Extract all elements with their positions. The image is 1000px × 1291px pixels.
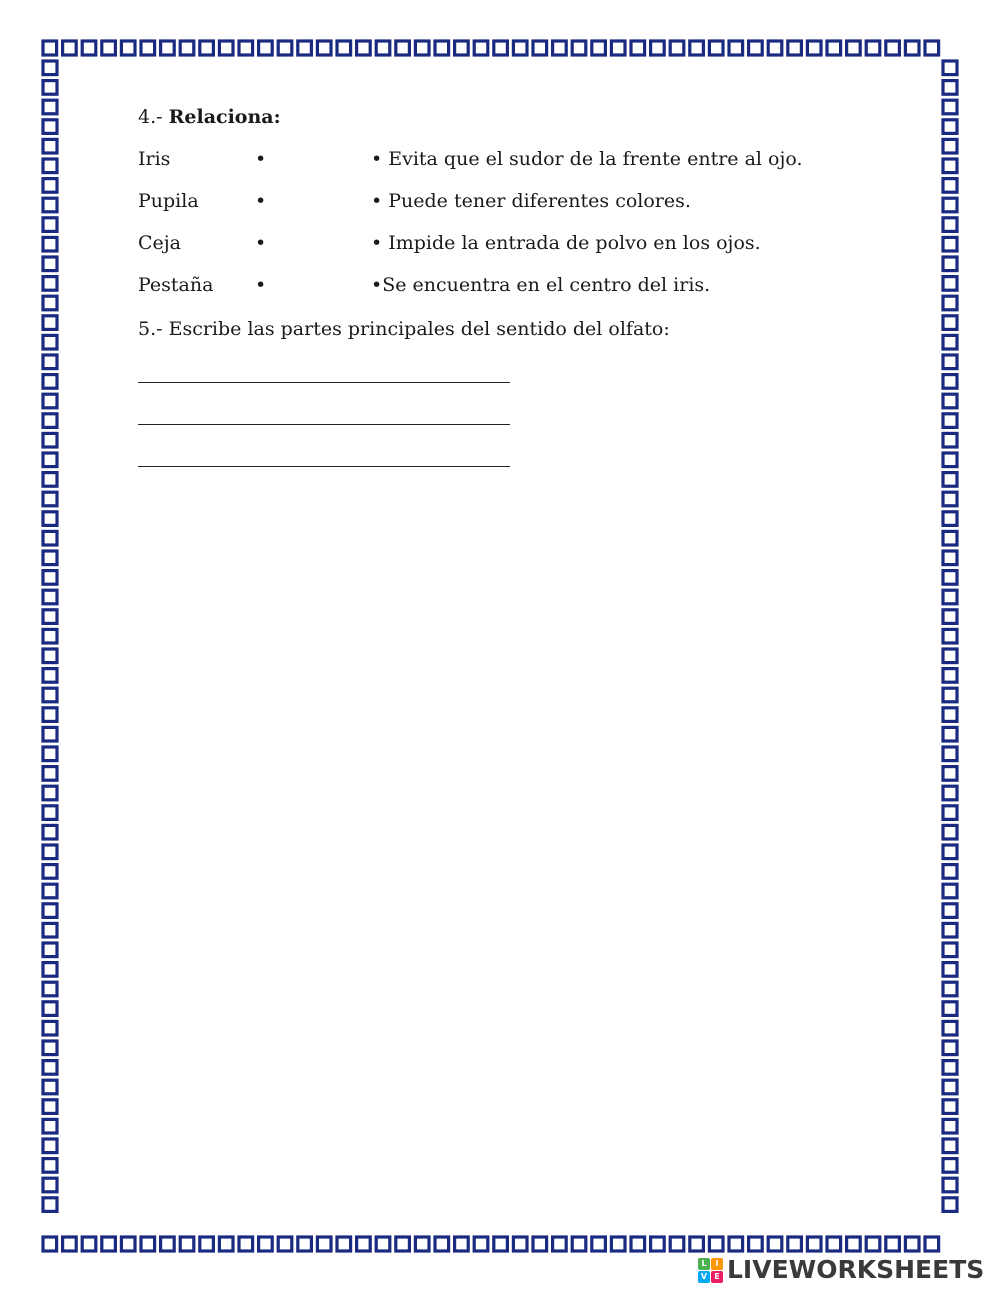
border-link — [337, 41, 351, 55]
border-link — [43, 571, 57, 585]
border-link — [690, 1237, 704, 1251]
border-link — [43, 1061, 57, 1075]
border-link — [943, 786, 957, 800]
border-link — [943, 414, 957, 428]
border-link — [43, 845, 57, 859]
logo-square-i: I — [711, 1258, 723, 1270]
answer-line-1[interactable] — [138, 382, 510, 383]
border-link — [63, 41, 77, 55]
match-term: Pupila — [138, 190, 199, 212]
border-link — [43, 551, 57, 565]
border-link — [729, 41, 743, 55]
border-link — [121, 1237, 135, 1251]
border-link — [690, 41, 704, 55]
border-link — [631, 1237, 645, 1251]
logo-square-e: E — [711, 1271, 723, 1283]
border-link — [43, 1021, 57, 1035]
border-link — [592, 1237, 606, 1251]
border-link — [943, 394, 957, 408]
border-link — [943, 708, 957, 722]
border-links — [43, 41, 957, 1251]
border-link — [102, 41, 116, 55]
question-5-text: 5.- Escribe las partes principales del sentido del olfato: — [138, 318, 670, 340]
border-link — [886, 41, 900, 55]
border-link — [43, 708, 57, 722]
logo-square-l: L — [698, 1258, 710, 1270]
border-link — [43, 531, 57, 545]
border-link — [43, 473, 57, 487]
border-link — [494, 1237, 508, 1251]
border-link — [572, 41, 586, 55]
border-link — [592, 41, 606, 55]
border-link — [43, 257, 57, 271]
border-link — [533, 1237, 547, 1251]
border-link — [749, 41, 763, 55]
border-link — [631, 41, 645, 55]
border-link — [943, 669, 957, 683]
border-link — [886, 1237, 900, 1251]
border-link — [553, 41, 567, 55]
border-link — [455, 41, 469, 55]
border-link — [943, 629, 957, 643]
question-4-title: Relaciona: — [168, 106, 281, 128]
border-link — [43, 1002, 57, 1016]
border-link — [943, 100, 957, 114]
border-link — [768, 41, 782, 55]
border-link — [768, 1237, 782, 1251]
border-link — [788, 41, 802, 55]
border-link — [259, 1237, 273, 1251]
border-link — [611, 1237, 625, 1251]
border-link — [43, 1100, 57, 1114]
border-link — [943, 1119, 957, 1133]
border-link — [43, 1198, 57, 1212]
border-link — [43, 61, 57, 75]
border-link — [317, 1237, 331, 1251]
match-term: Ceja — [138, 232, 182, 254]
border-link — [82, 1237, 96, 1251]
border-link — [200, 1237, 214, 1251]
match-term: Iris — [138, 148, 171, 170]
border-link — [943, 923, 957, 937]
border-link — [943, 610, 957, 624]
border-link — [474, 1237, 488, 1251]
match-dot[interactable]: • — [255, 148, 267, 170]
liveworksheets-wordmark: LIVEWORKSHEETS — [727, 1255, 985, 1284]
border-link — [925, 1237, 939, 1251]
match-definition[interactable]: • Impide la entrada de polvo en los ojos. — [371, 232, 761, 254]
border-link — [943, 806, 957, 820]
border-link — [827, 41, 841, 55]
border-link — [729, 1237, 743, 1251]
border-link — [43, 727, 57, 741]
border-link — [943, 433, 957, 447]
border-link — [474, 41, 488, 55]
border-link — [43, 806, 57, 820]
border-link — [43, 629, 57, 643]
border-link — [43, 433, 57, 447]
border-link — [943, 1100, 957, 1114]
border-link — [943, 904, 957, 918]
border-link — [43, 277, 57, 291]
border-link — [807, 1237, 821, 1251]
border-link — [376, 1237, 390, 1251]
border-link — [943, 159, 957, 173]
border-link — [43, 100, 57, 114]
border-link — [259, 41, 273, 55]
answer-line-2[interactable] — [138, 424, 510, 425]
border-link — [43, 923, 57, 937]
border-link — [827, 1237, 841, 1251]
border-link — [943, 139, 957, 153]
border-link — [200, 41, 214, 55]
border-link — [43, 139, 57, 153]
border-link — [102, 1237, 116, 1251]
border-link — [943, 1198, 957, 1212]
border-link — [943, 492, 957, 506]
border-link — [357, 41, 371, 55]
border-link — [943, 257, 957, 271]
border-link — [43, 904, 57, 918]
border-link — [943, 884, 957, 898]
border-link — [63, 1237, 77, 1251]
border-link — [396, 1237, 410, 1251]
border-link — [180, 1237, 194, 1251]
match-definition[interactable]: •Se encuentra en el centro del iris. — [371, 274, 711, 296]
border-link — [943, 179, 957, 193]
border-link — [278, 41, 292, 55]
border-link — [905, 41, 919, 55]
border-link — [943, 747, 957, 761]
border-link — [943, 453, 957, 467]
border-link — [670, 1237, 684, 1251]
border-link — [847, 1237, 861, 1251]
question-4-heading — [138, 106, 281, 128]
border-link — [943, 296, 957, 310]
border-link — [43, 414, 57, 428]
border-link — [43, 296, 57, 310]
border-link — [788, 1237, 802, 1251]
border-link — [43, 1119, 57, 1133]
border-link — [943, 531, 957, 545]
border-link — [943, 982, 957, 996]
border-link — [709, 1237, 723, 1251]
border-link — [943, 355, 957, 369]
border-link — [415, 1237, 429, 1251]
border-link — [43, 198, 57, 212]
border-link — [455, 1237, 469, 1251]
border-link — [943, 825, 957, 839]
border-link — [943, 316, 957, 330]
border-link — [43, 825, 57, 839]
border-link — [807, 41, 821, 55]
match-dot[interactable]: • — [255, 190, 267, 212]
border-link — [43, 120, 57, 134]
border-link — [943, 1021, 957, 1035]
border-link — [317, 41, 331, 55]
border-link — [298, 1237, 312, 1251]
border-link — [43, 355, 57, 369]
border-link — [298, 41, 312, 55]
border-link — [943, 1002, 957, 1016]
match-dot[interactable]: • — [255, 274, 267, 296]
border-link — [43, 1041, 57, 1055]
border-link — [43, 335, 57, 349]
border-link — [43, 41, 57, 55]
border-link — [943, 61, 957, 75]
border-link — [43, 767, 57, 781]
border-link — [396, 41, 410, 55]
border-link — [161, 41, 175, 55]
border-link — [670, 41, 684, 55]
border-link — [43, 1178, 57, 1192]
border-link — [43, 237, 57, 251]
border-link — [905, 1237, 919, 1251]
border-link — [611, 41, 625, 55]
border-link — [415, 41, 429, 55]
border-link — [43, 649, 57, 663]
border-link — [943, 335, 957, 349]
border-link — [749, 1237, 763, 1251]
border-link — [943, 375, 957, 389]
border-link — [239, 1237, 253, 1251]
border-link — [572, 1237, 586, 1251]
logo-square-v: V — [698, 1271, 710, 1283]
decorative-border — [40, 38, 960, 1254]
border-link — [943, 590, 957, 604]
border-link — [180, 41, 194, 55]
border-link — [943, 571, 957, 585]
border-link — [943, 1159, 957, 1173]
border-link — [337, 1237, 351, 1251]
border-pattern — [40, 38, 960, 1254]
match-definition[interactable]: • Puede tener diferentes colores. — [371, 190, 691, 212]
border-link — [161, 1237, 175, 1251]
border-link — [43, 1237, 57, 1251]
border-link — [943, 767, 957, 781]
border-link — [709, 41, 723, 55]
border-link — [494, 41, 508, 55]
border-link — [141, 41, 155, 55]
border-link — [943, 473, 957, 487]
border-link — [943, 845, 957, 859]
border-link — [943, 943, 957, 957]
match-definition[interactable]: • Evita que el sudor de la frente entre al ojo. — [371, 148, 803, 170]
border-link — [43, 159, 57, 173]
border-link — [943, 120, 957, 134]
border-link — [943, 81, 957, 95]
border-link — [43, 590, 57, 604]
match-dot[interactable]: • — [255, 232, 267, 254]
border-link — [376, 41, 390, 55]
border-link — [651, 1237, 665, 1251]
border-link — [43, 982, 57, 996]
border-link — [943, 198, 957, 212]
border-link — [43, 512, 57, 526]
border-link — [43, 1139, 57, 1153]
question-4-number: 4.- — [138, 106, 163, 128]
border-link — [435, 41, 449, 55]
border-link — [43, 786, 57, 800]
border-link — [847, 41, 861, 55]
border-link — [239, 41, 253, 55]
border-link — [219, 1237, 233, 1251]
border-link — [435, 1237, 449, 1251]
answer-line-3[interactable] — [138, 466, 510, 467]
border-link — [43, 316, 57, 330]
border-link — [866, 41, 880, 55]
border-link — [43, 688, 57, 702]
border-link — [219, 41, 233, 55]
border-link — [943, 512, 957, 526]
border-link — [943, 727, 957, 741]
border-link — [43, 747, 57, 761]
border-link — [513, 41, 527, 55]
border-link — [513, 1237, 527, 1251]
border-link — [943, 237, 957, 251]
border-link — [43, 943, 57, 957]
border-link — [357, 1237, 371, 1251]
border-link — [43, 394, 57, 408]
border-link — [43, 884, 57, 898]
border-link — [553, 1237, 567, 1251]
border-link — [943, 1061, 957, 1075]
border-link — [43, 1159, 57, 1173]
match-term: Pestaña — [138, 274, 214, 296]
border-link — [943, 1041, 957, 1055]
border-link — [43, 375, 57, 389]
border-link — [943, 649, 957, 663]
border-link — [943, 1178, 957, 1192]
border-link — [43, 1080, 57, 1094]
border-link — [43, 492, 57, 506]
border-link — [43, 179, 57, 193]
border-link — [866, 1237, 880, 1251]
border-link — [82, 41, 96, 55]
border-link — [943, 865, 957, 879]
border-link — [43, 963, 57, 977]
border-link — [651, 41, 665, 55]
border-link — [943, 1139, 957, 1153]
border-link — [943, 688, 957, 702]
border-link — [141, 1237, 155, 1251]
liveworksheets-logo-icon — [698, 1258, 723, 1283]
border-link — [943, 963, 957, 977]
border-link — [925, 41, 939, 55]
border-link — [43, 81, 57, 95]
border-link — [278, 1237, 292, 1251]
border-link — [943, 277, 957, 291]
border-link — [43, 453, 57, 467]
border-link — [43, 218, 57, 232]
liveworksheets-logo — [698, 1257, 984, 1283]
border-link — [43, 610, 57, 624]
border-link — [43, 865, 57, 879]
border-link — [943, 218, 957, 232]
border-link — [533, 41, 547, 55]
border-link — [121, 41, 135, 55]
border-link — [43, 669, 57, 683]
border-link — [943, 1080, 957, 1094]
border-link — [943, 551, 957, 565]
